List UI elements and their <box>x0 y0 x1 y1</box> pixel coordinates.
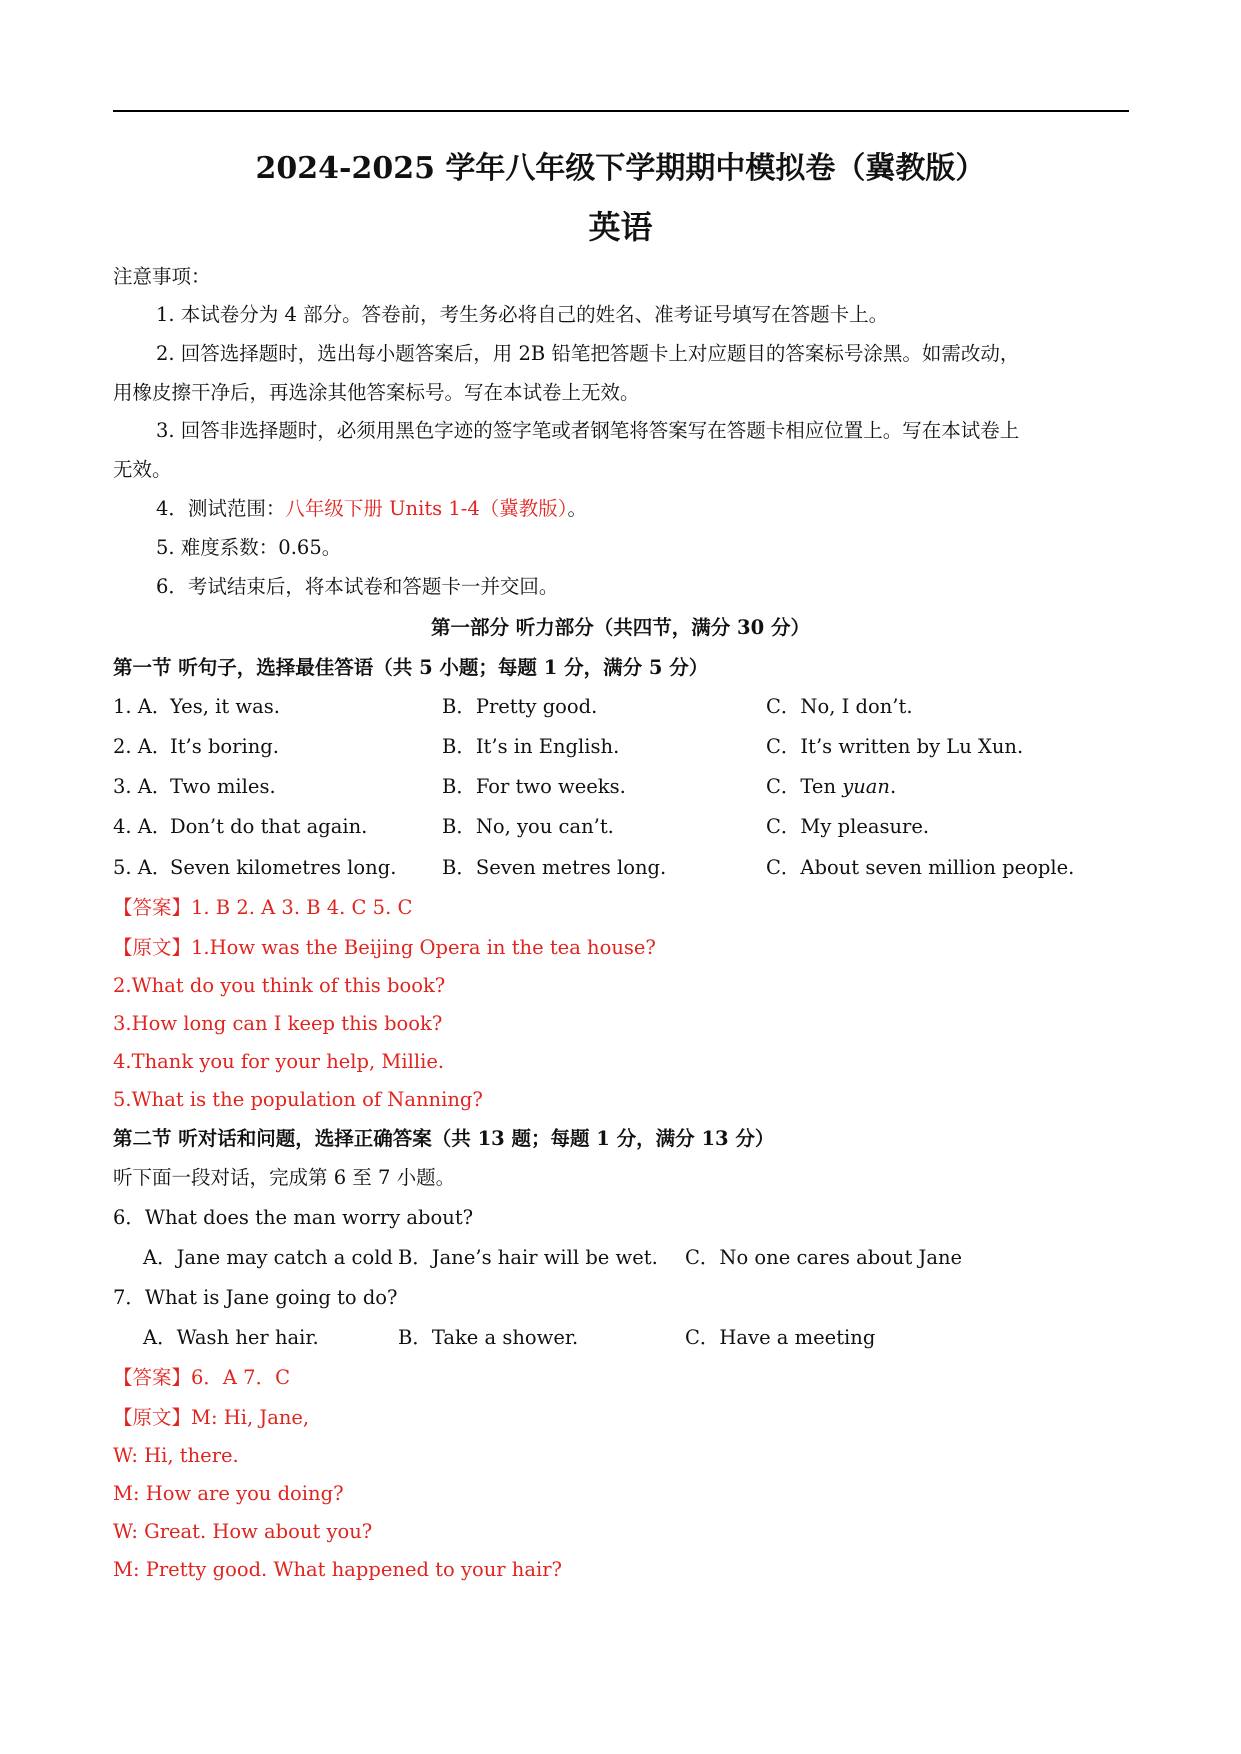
question-4-option-b: B．No, you can’t. <box>442 815 614 838</box>
question-1-option-c: C．No, I don’t. <box>766 695 913 718</box>
question-1-option-a: Yes, it was. <box>170 695 280 718</box>
note-4-prefix: 4．测试范围： <box>156 497 286 520</box>
section2-answer: 【答案】6．A 7．C <box>113 1366 291 1389</box>
question-7-option-b: B．Take a shower. <box>398 1326 579 1349</box>
dialogue-text-1: M: Hi, Jane, <box>191 1406 310 1429</box>
note-1: 1. 本试卷分为 4 部分。答卷前，考生务必将自己的姓名、准考证号填写在答题卡上。 <box>156 303 889 326</box>
question-4-option-a: Don’t do that again. <box>170 815 368 838</box>
question-4-number: 4. A． <box>113 815 172 838</box>
section1-script-line-4: 4.Thank you for your help, Millie. <box>113 1050 445 1073</box>
note-4 <box>156 496 587 522</box>
dialogue-line-3: M: How are you doing? <box>113 1482 344 1505</box>
section1-answer: 【答案】1. B 2. A 3. B 4. C 5. C <box>113 896 413 919</box>
question-7-option-a: A．Wash her hair. <box>143 1326 319 1349</box>
question-5-option-c: C．About seven million people. <box>766 856 1075 879</box>
section1-script-text-1: 1.How was the Beijing Opera in the tea house? <box>191 936 656 959</box>
question-3-option-b: B．For two weeks. <box>442 775 626 798</box>
part1-heading: 第一部分 听力部分（共四节，满分 30 分） <box>430 616 810 639</box>
question-5-option-b: B．Seven metres long. <box>442 856 667 879</box>
question-2-option-b: B．It’s in English. <box>442 735 620 758</box>
note-3-line-1: 3. 回答非选择题时，必须用黑色字迹的签字笔或者钢笔将答案写在答题卡相应位置上。写在本试卷上 <box>156 419 1020 442</box>
section1-script-label: 【原文】 <box>113 936 192 959</box>
question-7-stem: 7．What is Jane going to do? <box>113 1286 398 1309</box>
note-2-line-1: 2. 回答选择题时，选出每小题答案后，用 2B 铅笔把答题卡上对应题目的答案标号涂黑。如需改动， <box>156 342 1020 365</box>
exam-title: 2024-2025 学年八年级下学期期中模拟卷（冀教版） <box>255 151 986 186</box>
question-7-option-c: C．Have a meeting <box>685 1326 876 1349</box>
header-rule <box>113 110 1129 112</box>
question-1-option-b: B．Pretty good. <box>442 695 598 718</box>
question-6-option-b: B．Jane’s hair will be wet. <box>398 1246 658 1269</box>
question-3-number: 3. A． <box>113 775 172 798</box>
section2-intro: 听下面一段对话，完成第 6 至 7 小题。 <box>113 1166 456 1189</box>
question-6-option-a: A．Jane may catch a cold <box>143 1246 393 1269</box>
question-5-option-a: Seven kilometres long. <box>170 856 397 879</box>
note-3-line-2: 无效。 <box>113 458 172 481</box>
question-3-option-c-suffix: . <box>889 775 897 798</box>
test-range: 八年级下册 Units 1-4（冀教版） <box>285 497 568 520</box>
dialogue-line-2: W: Hi, there. <box>113 1444 239 1467</box>
section1-heading: 第一节 听句子，选择最佳答语（共 5 小题；每题 1 分，满分 5 分） <box>113 656 709 679</box>
section2-heading: 第二节 听对话和问题，选择正确答案（共 13 题；每题 1 分，满分 13 分） <box>113 1127 775 1150</box>
section1-script-line-3: 3.How long can I keep this book? <box>113 1012 443 1035</box>
section1-script-line-2: 2.What do you think of this book? <box>113 974 446 997</box>
subject-title: 英语 <box>588 208 653 246</box>
question-3-option-c <box>766 774 896 800</box>
note-5: 5. 难度系数：0.65。 <box>156 536 342 559</box>
question-3-option-c-italic: yuan <box>842 775 890 798</box>
notes-heading: 注意事项： <box>113 265 211 288</box>
dialogue-line-1 <box>113 1405 309 1431</box>
question-2-option-a: It’s boring. <box>170 735 279 758</box>
question-5-number: 5. A． <box>113 856 172 879</box>
section1-script-line-1 <box>113 935 656 961</box>
question-1-number: 1. A． <box>113 695 172 718</box>
note-6: 6．考试结束后，将本试卷和答题卡一并交回。 <box>156 575 559 598</box>
dialogue-line-4: W: Great. How about you? <box>113 1520 373 1543</box>
question-2-option-c: C．It’s written by Lu Xun. <box>766 735 1024 758</box>
section2-script-label: 【原文】 <box>113 1406 192 1429</box>
question-6-option-c: C．No one cares about Jane <box>685 1246 963 1269</box>
note-4-suffix: 。 <box>567 497 588 520</box>
question-3-option-c-prefix: C．Ten <box>766 775 843 798</box>
note-2-line-2: 用橡皮擦干净后，再选涂其他答案标号。写在本试卷上无效。 <box>113 381 640 404</box>
dialogue-line-5: M: Pretty good. What happened to your hair? <box>113 1558 562 1581</box>
question-3-option-a: Two miles. <box>170 775 276 798</box>
question-6-stem: 6．What does the man worry about? <box>113 1206 474 1229</box>
question-4-option-c: C．My pleasure. <box>766 815 930 838</box>
question-2-number: 2. A． <box>113 735 172 758</box>
section1-script-line-5: 5.What is the population of Nanning? <box>113 1088 483 1111</box>
